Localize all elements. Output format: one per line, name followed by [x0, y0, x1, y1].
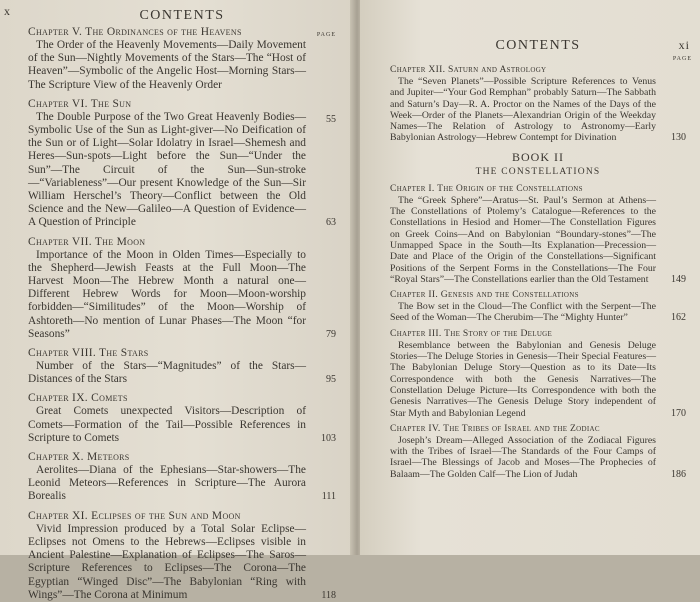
chapter-vi: [28, 98, 336, 230]
chapter-xi-summary: [28, 523, 336, 602]
book2-chapter-iii: [390, 328, 686, 419]
chapter-x-summary: [28, 464, 336, 504]
chapter-xi-page: 118: [321, 589, 336, 601]
right-folio: xi: [678, 38, 690, 52]
chapter-xii-summary: [390, 76, 686, 144]
chapter-viii: [28, 347, 336, 386]
chapter-xii-text: The “Seven Planets”—Possible Scripture References to Venus and Jupiter—“Your God Remphan” probably Saturn—The Sabbath and Saturn’s Day—R. A. Proctor on the Names of the Days of the Week—Order of the Planets—Alexandrian Origin of the Weekday Names—The Relation of Astrology to Astronomy—Early Babylonian Astrology—Hebrew Contempt for Divination: [390, 76, 656, 144]
book2-chapter-i-heading: Chapter I. The Origin of the Constellations: [390, 182, 583, 194]
chapter-vi-summary: [28, 111, 336, 230]
book2-chapter-i-text: The “Greek Sphere”—Aratus—St. Paul’s Sermon at Athens—The Constellations of Ptolemy’s Catalogue—References to the Constellations in Hesiod and Homer—The Constellation Figures on Greek Coins—And on Babylonian “Boundary-stones”—The Unmapped Space in the South—Its Explanation—Precession—Date and Place of the Origin of the Constellations—Significant Positions of the Serpent Forms in the Constellations—The Four “Royal Stars”—The Constellations earlier than the Old Testament: [390, 194, 656, 285]
book2-chapter-ii-page: 162: [671, 312, 686, 324]
book2-chapter-iv-heading: Chapter IV. The Tribes of Israel and the Zodiac: [390, 422, 600, 434]
chapter-xii-page: 130: [671, 132, 686, 144]
chapter-xii: [390, 64, 686, 144]
book2-chapter-ii-summary: [390, 301, 686, 324]
book2-chapter-iv: [390, 423, 686, 480]
book2-chapter-iii-summary: [390, 340, 686, 419]
book2-chapter-i-page: 149: [671, 273, 686, 285]
book2-chapter-iii-page: 170: [671, 407, 686, 419]
chapter-xii-heading: Chapter XII. Saturn and Astrology: [390, 64, 547, 75]
book2-chapter-ii-heading: Chapter II. Genesis and the Constellations: [390, 289, 579, 301]
book2-chapter-iv-text: Joseph’s Dream—Alleged Association of the Zodiacal Figures with the Tribes of Israel—The Standards of the Four Camps of Israel—The Blessings of Jacob and Moses—The Prophecies of Balaam—The Golden Calf—The Lion of Judah: [390, 434, 656, 480]
chapter-vii-page: 79: [326, 328, 336, 340]
chapter-ix-text: Great Comets unexpected Visitors—Description of Comets—Formation of the Tail—Possible References in Scripture to Comets: [28, 405, 306, 444]
chapter-viii-summary: [28, 360, 336, 386]
chapter-v: [28, 26, 336, 92]
chapter-ix-summary: [28, 405, 336, 445]
book2-chapter-i-summary: [390, 195, 686, 285]
book2-chapter-iv-page: 186: [671, 468, 686, 480]
chapter-vii: [28, 236, 336, 341]
book2-chapter-ii: [390, 289, 686, 324]
chapter-x-page: 111: [321, 491, 336, 503]
chapter-vi-text: The Double Purpose of the Two Great Heavenly Bodies—Symbolic Use of the Sun as Light-giver—No Deification of the Sun or of Light—Solar Idolatry in Israel—Shemesh and Heres—Sun-spots—Light before the Sun—“Under the Sun”—The Circuit of the Sun—Sun-stroke—“Variableness”—Our present Knowledge of the Sun—Sir William Herschel’s Theory—Conflict between the Old Science and the New—Galileo—A Question of Evidence—A Question of Principle: [28, 110, 306, 229]
chapter-xi: [28, 510, 336, 602]
chapter-x: [28, 451, 336, 504]
chapter-ix: [28, 392, 336, 445]
chapter-viii-heading: Chapter VIII. The Stars: [28, 347, 149, 360]
chapter-viii-page: 95: [326, 374, 336, 386]
book-ii-title: BOOK II: [512, 149, 564, 164]
book2-chapter-iv-summary: [390, 435, 686, 480]
right-running-head: CONTENTS: [495, 38, 581, 53]
chapter-vii-summary: [28, 249, 336, 341]
book2-chapter-ii-text: The Bow set in the Cloud—The Conflict with the Serpent—The Seed of the Woman—The Cherubim—The “Mighty Hunter”: [390, 301, 656, 324]
left-running-head: CONTENTS: [139, 8, 225, 23]
chapter-viii-text: Number of the Stars—“Magnitudes” of the Stars—Distances of the Stars: [28, 360, 306, 386]
chapter-vii-heading: Chapter VII. The Moon: [28, 235, 146, 248]
left-folio: x: [4, 4, 11, 18]
chapter-v-heading: Chapter V. The Ordinances of the Heavens: [28, 26, 242, 38]
chapter-vii-text: Importance of the Moon in Olden Times—Especially to the Shepherd—Jewish Feasts at the Full Moon—The Harvest Moon—The Hebrew Month a natural one—Different Hebrew Words for Moon—Moon-worship forbidden—“Similitudes” of the Moon—Worship of Ashtoreth—No mention of Lunar Phases—The Moon “for Seasons”: [28, 248, 306, 340]
chapter-vi-page: 63: [326, 217, 336, 229]
chapter-ix-page: 103: [321, 432, 336, 444]
chapter-ix-heading: Chapter IX. Comets: [28, 392, 128, 405]
chapter-v-page-label: PAGE: [316, 32, 336, 38]
book-ii-section-title: THE CONSTELLATIONS: [475, 166, 601, 177]
chapter-x-heading: Chapter X. Meteors: [28, 451, 130, 464]
chapter-x-text: Aerolites—Diana of the Ephesians—Star-showers—The Leonid Meteors—References in Scripture—The Aurora Borealis: [28, 464, 306, 503]
book2-chapter-i: [390, 183, 686, 285]
chapter-vi-heading: Chapter VI. The Sun: [28, 97, 132, 110]
right-page-label: PAGE: [672, 56, 692, 62]
book2-chapter-iii-text: Resemblance between the Babylonian and Genesis Deluge Stories—The Deluge Stories in Genesis—Their Special Features—The Babylonian Deluge Story—Question as to its Date—Its Correspondence with both the Genesis Narratives—The Constellation Deluge Picture—Its Correspondence with both the Genesis Narratives—The Genesis Deluge Story independent of Star Myth and Babylonian Legend: [390, 339, 656, 419]
chapter-vi-start-page: 55: [326, 113, 336, 125]
right-page: [360, 0, 700, 555]
chapter-xi-heading: Chapter XI. Eclipses of the Sun and Moon: [28, 509, 241, 522]
chapter-v-text: The Order of the Heavenly Movements—Daily Movement of the Sun—Nightly Movements of the Stars—The “Host of Heaven”—Symbolic of the Angelic Host—Morning Stars—The Scripture View of the Heavenly Order: [28, 39, 306, 91]
book2-chapter-iii-heading: Chapter III. The Story of the Deluge: [390, 327, 553, 339]
chapter-xi-text: Vivid Impression produced by a Total Solar Eclipse—Eclipses not Omens to the Hebrews—Eclipses visible in Ancient Palestine—Explanation of Eclipses—The Saros—Scripture References to Eclipses—The Corona—The Egyptian “Winged Disc”—The Babylonian “Ring with Wings”—The Corona at Minimum: [28, 522, 306, 601]
